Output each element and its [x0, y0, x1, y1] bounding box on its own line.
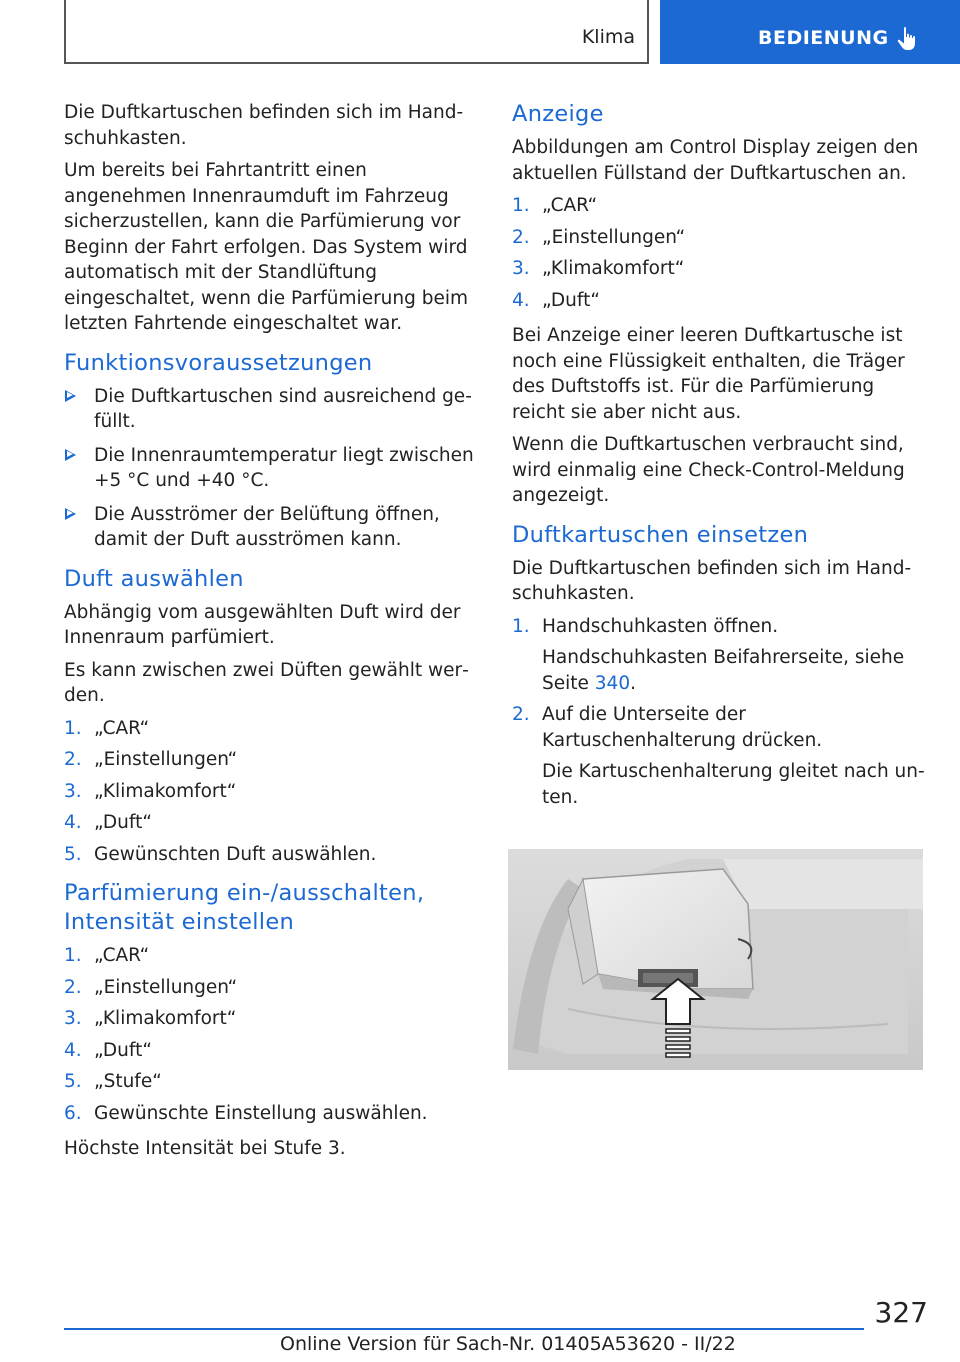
list-item: 2. „Einstellungen“	[64, 976, 238, 998]
list-item: 3. „Klimakomfort“	[512, 258, 685, 279]
display-paragraph-2: Bei Anzeige einer leeren Duftkartusche ist noch eine Flüssigkeit enthalten, die Träger des Duftstoffs ist. Für die Parfümierung reicht sie aber nicht aus.	[512, 325, 905, 423]
list-item: 3. „Klimakomfort“	[64, 1008, 237, 1029]
on-off-steps	[64, 943, 482, 1126]
select-scent-heading: Duft auswählen	[64, 565, 244, 592]
left-column	[64, 100, 482, 1169]
triangle-bullet-icon	[65, 390, 76, 402]
select-steps	[64, 716, 482, 868]
step-sub-paragraph: Die Kartuschenhalterung gleitet nach unten.	[542, 761, 925, 808]
display-heading: Anzeige	[512, 101, 604, 127]
list-item: 5. „Stufe“	[64, 1071, 162, 1092]
cartridge-holder-illustration	[508, 849, 923, 1070]
display-paragraph-1: Abbildungen am Control Display zeigen den aktuellen Füllstand der Duftkartuschen an.	[512, 137, 919, 184]
prerequisites-list	[64, 384, 482, 553]
list-item: Die Innenraumtemperatur liegt zwischen +5 °C und +40 °C.	[64, 443, 482, 494]
header-section-tab	[660, 0, 960, 64]
list-item: 4. „Duft“	[512, 289, 600, 311]
list-item: 1. Handschuhkasten öffnen. Handschuhkasten Beifahrerseite, siehe Seite 340.	[512, 614, 928, 697]
list-item: 4. „Duft“	[64, 812, 152, 833]
list-item: 3. „Klimakomfort“	[64, 780, 237, 802]
intro-paragraph-1: Die Duftkartuschen befinden sich im Handschuhkasten.	[64, 102, 464, 149]
triangle-bullet-icon	[65, 508, 76, 520]
header-chapter-tab	[64, 0, 649, 64]
list-item: 6. Gewünschte Einstellung auswählen.	[64, 1102, 428, 1124]
hand-pointer-icon	[896, 26, 920, 52]
list-item: 2. Auf die Unterseite der Kartuschenhalterung drücken. Die Kartuschenhalterung gleitet nach unten.	[512, 702, 928, 810]
right-column	[512, 100, 928, 820]
list-item: 2. „Einstellungen“	[64, 749, 238, 770]
footer-text: Online Version für Sach-Nr. 01405A53620 - II/22	[280, 1333, 736, 1355]
intensity-note: Höchste Intensität bei Stufe 3.	[64, 1138, 346, 1159]
on-off-heading: Parfümierung ein-/ausschalten, Intensität einstellen	[64, 880, 425, 935]
chapter-title: Klima	[581, 26, 635, 48]
list-item: 1. „CAR“	[512, 195, 598, 216]
footer-divider	[64, 1328, 864, 1330]
step-sub-paragraph: Handschuhkasten Beifahrerseite, siehe Seite 340.	[542, 647, 905, 694]
page-reference-link[interactable]: 340	[594, 672, 631, 694]
insert-steps	[512, 614, 928, 811]
list-item: 1. „CAR“	[64, 945, 150, 966]
list-item: 5. Gewünschten Duft auswählen.	[64, 843, 377, 865]
prerequisites-heading: Funktionsvoraussetzungen	[64, 349, 373, 376]
page-number: 327	[874, 1296, 928, 1329]
intro-paragraph-2: Um bereits bei Fahrtantritt einen angenehmen Innenraumduft im Fahrzeug sicherzustellen, kann die Parfümierung vor Beginn der Fahrt erfolgen. Das System wird automatisch mit der Standlüftung eingeschaltet, wenn die Parfümierung beim letzten Fahrtende eingeschaltet war.	[64, 160, 469, 334]
select-paragraph-1: Abhängig vom ausgewählten Duft wird der Innenraum parfümiert.	[64, 601, 461, 648]
display-steps	[512, 193, 928, 313]
list-item: 1. „CAR“	[64, 717, 150, 739]
list-item: 4. „Duft“	[64, 1039, 152, 1061]
insert-paragraph-1: Die Duftkartuschen befinden sich im Handschuhkasten.	[512, 557, 912, 604]
list-item: Die Ausströmer der Belüftung öffnen, damit der Duft ausströmen kann.	[64, 502, 482, 553]
list-item: Die Duftkartuschen sind ausreichend gefüllt.	[64, 384, 482, 435]
section-title: BEDIENUNG	[758, 27, 889, 49]
display-paragraph-3: Wenn die Duftkartuschen verbraucht sind, wird einmalig eine Check-Control-Meldung angezeigt.	[512, 434, 905, 506]
select-paragraph-2: Es kann zwischen zwei Düften gewählt werden.	[64, 659, 469, 706]
triangle-bullet-icon	[65, 449, 76, 461]
insert-cartridges-heading: Duftkartuschen einsetzen	[512, 521, 809, 548]
list-item: 2. „Einstellungen“	[512, 226, 686, 248]
